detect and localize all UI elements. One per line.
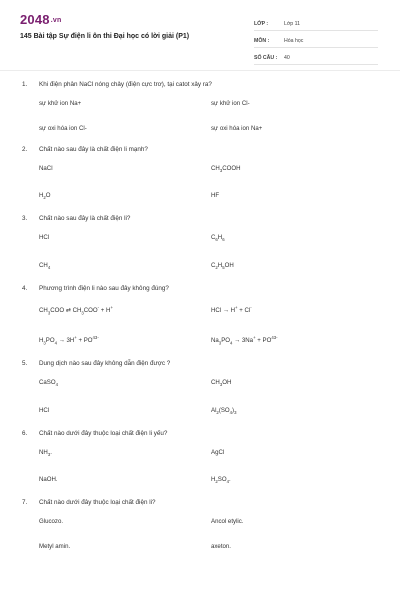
question-prompt: Chất nào dưới đây thuộc loại chất điện li yếu? (39, 429, 168, 437)
answer-option[interactable]: sự khử ion Na+ (39, 100, 82, 107)
question-text (22, 145, 378, 154)
answer-option[interactable]: $Na_3PO_4 \to 3Na^+ + PO^{43-}$ (211, 335, 278, 346)
answer-grid (39, 303, 378, 348)
question-prompt: Chất nào sau đây là chất điện li mạnh? (39, 146, 148, 153)
meta-class-value: Lớp 11 (284, 21, 300, 27)
question-number: 5. (22, 360, 28, 368)
page-header (0, 0, 400, 66)
question-number: 4. (22, 284, 28, 292)
question-2 (0, 145, 400, 202)
answer-option[interactable]: $CH_3COO$ ⇄ $CH_3COO^- + H^+$ (39, 304, 113, 316)
answer-option[interactable]: NaCl (39, 165, 53, 172)
answer-option[interactable]: HF (211, 192, 220, 200)
answer-grid (39, 233, 378, 271)
meta-count-label: SỐ CÂU : (254, 55, 278, 61)
answer-option[interactable]: $C_6H_6$ (211, 234, 225, 243)
question-prompt: Khi điện phân NaCl nóng chảy (điện cực trơ), tại catot xảy ra? (39, 81, 212, 88)
question-text (22, 498, 378, 507)
answer-option[interactable]: sự oxi hóa ion Cl- (39, 125, 87, 132)
meta-subject-row (254, 31, 378, 48)
question-5 (0, 359, 400, 416)
question-1 (0, 80, 400, 133)
answer-option[interactable]: axeton. (211, 543, 231, 551)
header-divider (0, 70, 400, 71)
question-text (22, 214, 378, 223)
answer-grid (39, 448, 378, 486)
question-prompt: Chất nào dưới đây thuộc loại chất điện li? (39, 499, 156, 507)
question-3 (0, 214, 400, 271)
question-text (22, 359, 378, 368)
answer-grid (39, 378, 378, 416)
answer-option[interactable]: $CH_3COOH$ (211, 165, 241, 174)
meta-count-row (254, 48, 378, 65)
question-number: 1. (22, 81, 28, 88)
answer-option[interactable]: $H_3PO_4 \to 3H^+ + PO^{43-}$ (39, 335, 99, 346)
question-7 (0, 498, 400, 551)
answer-option[interactable]: Ancol etylic. (211, 518, 244, 526)
question-number: 3. (22, 215, 28, 223)
answer-option[interactable]: HCl → H+ + Cl- (211, 304, 252, 314)
answer-option[interactable]: HCl (39, 406, 50, 414)
question-text (22, 80, 378, 89)
question-number: 7. (22, 499, 28, 507)
answer-option[interactable]: $NH_3$. (39, 448, 52, 458)
answer-option[interactable]: CaSO$_4$ (39, 379, 58, 388)
question-4 (0, 284, 400, 348)
question-list (0, 80, 400, 563)
answer-option[interactable]: NaOH. (39, 476, 58, 484)
meta-count-value: 40 (284, 55, 290, 61)
answer-grid (39, 99, 378, 133)
meta-info (254, 14, 378, 65)
site-logo[interactable] (20, 12, 61, 27)
question-text (22, 429, 378, 438)
answer-grid (39, 517, 378, 551)
meta-class-row (254, 14, 378, 31)
logo-suffix: .vn (50, 17, 62, 25)
logo-text: 2048 (20, 12, 50, 27)
meta-subject-value: Hóa học (284, 38, 304, 44)
answer-option[interactable]: AgCl (211, 448, 225, 456)
answer-option[interactable]: $H_2SO_4$. (211, 476, 231, 485)
question-text (22, 284, 378, 293)
question-6 (0, 429, 400, 486)
answer-option[interactable]: $CH_4$ (39, 261, 51, 270)
meta-subject-label: MÔN : (254, 38, 270, 44)
answer-option[interactable]: HCl (39, 234, 50, 242)
answer-option[interactable]: sự khử ion Cl- (211, 100, 250, 107)
answer-option[interactable]: $H_2O$ (39, 192, 51, 201)
question-number: 6. (22, 429, 28, 437)
answer-option[interactable]: Glucozo. (39, 518, 64, 526)
meta-class-label: LỚP : (254, 21, 269, 27)
answer-option[interactable]: Metyl amin. (39, 543, 71, 551)
question-prompt: Chất nào sau đây là chất điện li? (39, 215, 131, 223)
answer-option[interactable]: $C_2H_5OH$ (211, 261, 234, 270)
answer-option[interactable]: sự oxi hóa ion Na+ (211, 125, 263, 132)
answer-option[interactable]: $CH_3OH$ (211, 379, 232, 388)
question-number: 2. (22, 146, 28, 153)
answer-option[interactable]: $Al_2(SO_4)_3$ (211, 406, 237, 415)
document-title: 145 Bài tập Sự điện li ôn thi Đại học có lời giải (P1) (20, 33, 190, 40)
answer-grid (39, 164, 378, 202)
question-prompt: Phương trình điện li nào sau đây không đúng? (39, 284, 169, 292)
question-prompt: Dung dịch nào sau đây không dẫn điện được ? (39, 360, 171, 368)
